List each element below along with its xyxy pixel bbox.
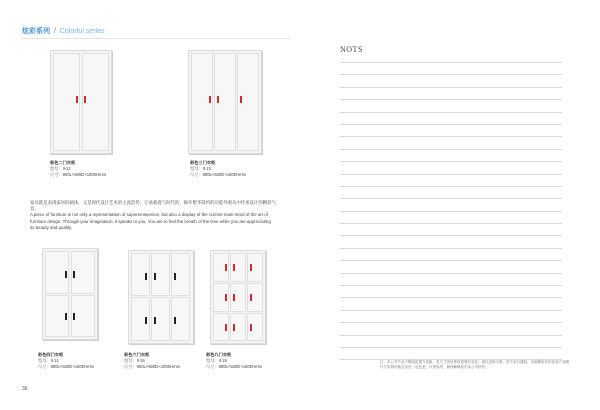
note-line — [340, 260, 562, 261]
description-en-line-2: furniture design. Through your imagination, it speaks to you. You are to feel the breath of the time while you are appreciating — [30, 218, 271, 224]
product-size: 尺寸：900L×500D×1800Hmm — [190, 172, 247, 177]
note-line — [340, 136, 562, 137]
note-line — [340, 62, 562, 63]
series-separator: / — [53, 28, 56, 35]
note-line — [340, 273, 562, 274]
handle-icon — [76, 96, 78, 103]
cabinet-door — [82, 53, 109, 151]
description-paragraph — [30, 200, 280, 231]
product-name: 彩色二门衣柜 — [50, 160, 76, 165]
header-divider — [22, 38, 290, 39]
product-model: 型号：Il-12 — [50, 166, 71, 171]
product-caption — [124, 352, 180, 370]
handle-icon — [174, 317, 176, 324]
handle-icon — [225, 294, 227, 301]
cabinet-image-three-door — [188, 50, 262, 154]
product-model: 型号：Il-14 — [38, 358, 59, 363]
description-en-line-3: its beauty and quality. — [30, 224, 73, 230]
product-size: 尺寸：900L×500D×1800Hmm — [124, 364, 181, 369]
product-caption — [190, 160, 246, 178]
note-line — [340, 174, 562, 175]
note-line — [340, 186, 562, 187]
handle-icon — [225, 324, 227, 331]
handle-icon — [209, 96, 211, 103]
product-name: 彩色三门衣柜 — [190, 160, 216, 165]
note-line — [340, 87, 562, 88]
note-line — [340, 112, 562, 113]
series-title-cn: 炫彩系列 — [22, 28, 50, 35]
note-line — [340, 149, 562, 150]
handle-icon — [65, 271, 67, 278]
notes-title: NOTS — [340, 45, 363, 54]
note-line — [340, 99, 562, 100]
note-line — [340, 347, 562, 348]
product-size: 尺寸：900L×500D×1800Hmm — [206, 364, 263, 369]
note-line — [340, 297, 562, 298]
handle-icon — [73, 271, 75, 278]
handle-icon — [73, 313, 75, 320]
handle-icon — [65, 313, 67, 320]
note-line — [340, 248, 562, 249]
note-line — [340, 74, 562, 75]
handle-icon — [84, 96, 86, 103]
right-page — [300, 0, 600, 410]
product-caption — [50, 160, 106, 178]
note-line — [340, 198, 562, 199]
handle-icon — [145, 317, 147, 324]
handle-icon — [145, 273, 147, 280]
note-line — [340, 285, 562, 286]
note-line — [340, 223, 562, 224]
note-line — [340, 211, 562, 212]
product-caption — [38, 352, 94, 370]
note-line — [340, 335, 562, 336]
cabinet-image-two-door — [50, 50, 112, 154]
series-title-en: Colorful series — [59, 28, 105, 35]
note-line — [340, 235, 562, 236]
handle-icon — [154, 317, 156, 324]
series-header — [22, 26, 105, 36]
handle-icon — [250, 294, 252, 301]
note-line — [340, 124, 562, 125]
handle-icon — [154, 273, 156, 280]
product-model: 型号：Il-19 — [206, 358, 227, 363]
handle-icon — [233, 264, 235, 271]
description-en-line-1: A piece of furniture is not only a representation of superemineence, but also a display of the current main trend of the art of — [30, 212, 268, 218]
cabinet-door — [131, 253, 150, 296]
note-line — [340, 310, 562, 311]
product-size: 尺寸：900L×500D×1800Hmm — [50, 172, 107, 177]
notes-lines — [340, 62, 562, 372]
handle-icon — [217, 96, 219, 103]
cabinet-door — [131, 297, 150, 341]
cabinet-image-nine-door — [210, 250, 266, 344]
product-name: 彩色四门衣柜 — [38, 352, 64, 357]
note-line — [340, 322, 562, 323]
handle-icon — [250, 324, 252, 331]
product-caption — [206, 352, 262, 370]
handle-icon — [174, 273, 176, 280]
handle-icon — [250, 264, 252, 271]
handle-icon — [233, 294, 235, 301]
cabinet-image-four-door — [42, 248, 98, 340]
description-cn: 家具既是表现家居的载体，又是现代设计艺术的主流趋势，它承载着与时代的，摒弃繁华简约的功能外观从中传承设计的精彩气息。 — [30, 200, 276, 212]
handle-icon — [225, 264, 227, 271]
note-line — [340, 161, 562, 162]
handle-icon — [240, 96, 242, 103]
product-name: 彩色六门衣柜 — [124, 352, 150, 357]
product-size: 尺寸：900L×500D×1800Hmm — [38, 364, 95, 369]
product-name: 彩色九门衣柜 — [206, 352, 232, 357]
handle-icon — [233, 324, 235, 331]
product-model: 型号：Il-16 — [124, 358, 145, 363]
footnote: 注：本公司产品不断改进提升更新，若尺寸因应使用需要有变化，请以实物为准，恕不另行通知。本画册所有内容及产品图片与实物可能会存在一定色差，仅供参考，最终解释权归本公司所有。 — [380, 360, 569, 369]
product-model: 型号：Il-13 — [190, 166, 211, 171]
cabinet-image-six-door — [128, 250, 194, 344]
page-number: 36 — [22, 386, 28, 392]
